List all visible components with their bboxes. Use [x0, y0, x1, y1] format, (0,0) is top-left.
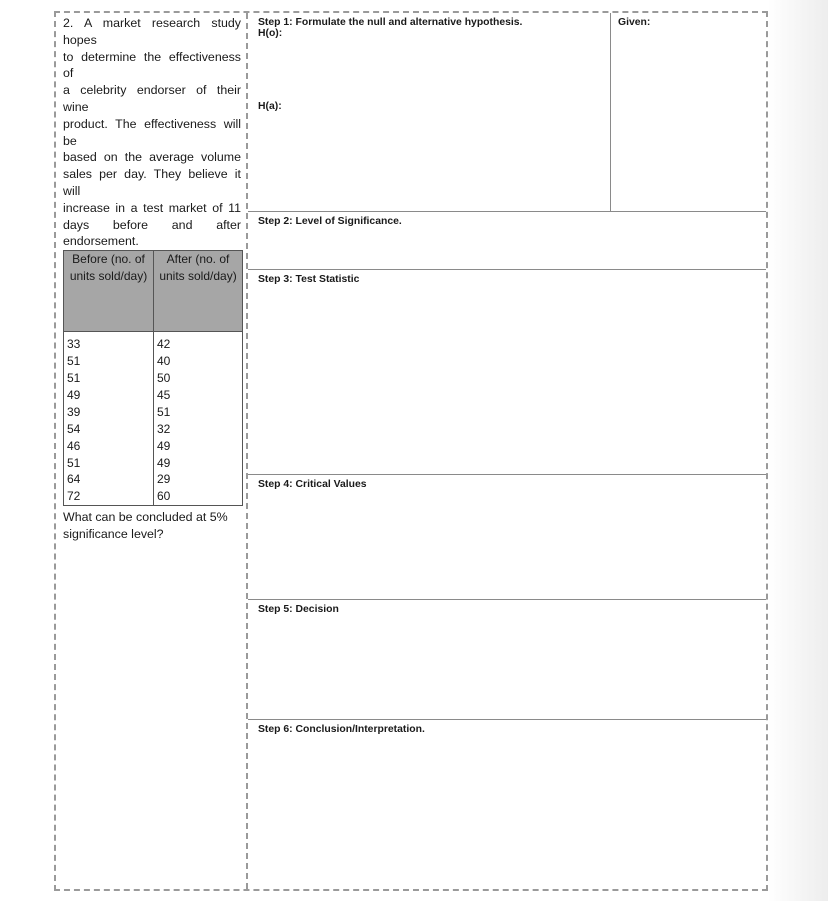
- step4-label: Step 4: Critical Values: [258, 479, 367, 490]
- problem-line-9: endorsement.: [63, 234, 139, 249]
- header-before: Before (no. of units sold/day): [64, 251, 154, 332]
- table-row: 49 45: [64, 387, 243, 404]
- data-table: [63, 250, 243, 506]
- table-row: 33 42: [64, 332, 243, 353]
- table-row: 51 49: [64, 455, 243, 472]
- table-row: 72 60: [64, 488, 243, 505]
- table-row: 39 51: [64, 404, 243, 421]
- step6-label: Step 6: Conclusion/Interpretation.: [258, 724, 425, 735]
- problem-line-4: product. The effectiveness will be: [63, 116, 241, 148]
- problem-line-3: a celebrity endorser of their wine: [63, 83, 241, 114]
- table-row: 51 50: [64, 370, 243, 387]
- question-text: What can be concluded at 5% significance level?: [63, 510, 228, 542]
- problem-line-8: days before and after: [63, 217, 241, 232]
- table-row: 46 49: [64, 438, 243, 455]
- step3-label: Step 3: Test Statistic: [258, 274, 360, 285]
- problem-column: [56, 13, 248, 889]
- step5-label: Step 5: Decision: [258, 604, 339, 615]
- step1-label: Step 1: Formulate the null and alternative hypothesis.: [258, 17, 523, 28]
- step3-box: [248, 270, 766, 475]
- problem-line-1: 2. A market research study hopes: [63, 16, 241, 47]
- table-row: 54 32: [64, 421, 243, 438]
- worksheet: [54, 11, 768, 891]
- table-row: 51 40: [64, 353, 243, 370]
- problem-line-5: based on the average volume: [63, 150, 241, 165]
- problem-text: [56, 13, 246, 250]
- step6-box: [248, 720, 766, 889]
- table-row: 64 29: [64, 471, 243, 488]
- steps-column: [248, 13, 766, 889]
- alternative-hypothesis-label: H(a):: [258, 101, 282, 112]
- page-shadow: [768, 0, 828, 901]
- problem-line-7: increase in a test market of 11: [63, 200, 241, 215]
- problem-line-2: to determine the effectiveness of: [63, 49, 241, 81]
- given-label: Given:: [618, 17, 651, 28]
- table-header-row: [64, 251, 243, 332]
- step4-box: [248, 475, 766, 600]
- step2-label: Step 2: Level of Significance.: [258, 216, 402, 227]
- header-after: After (no. of units sold/day): [154, 251, 243, 332]
- problem-line-6: sales per day. They believe it will: [63, 167, 241, 198]
- step1-box: [248, 13, 766, 212]
- step5-box: [248, 600, 766, 720]
- problem-number: 2.: [63, 16, 74, 30]
- hypothesis-area: [248, 13, 611, 211]
- step2-box: [248, 212, 766, 270]
- null-hypothesis-label: H(o):: [258, 28, 283, 39]
